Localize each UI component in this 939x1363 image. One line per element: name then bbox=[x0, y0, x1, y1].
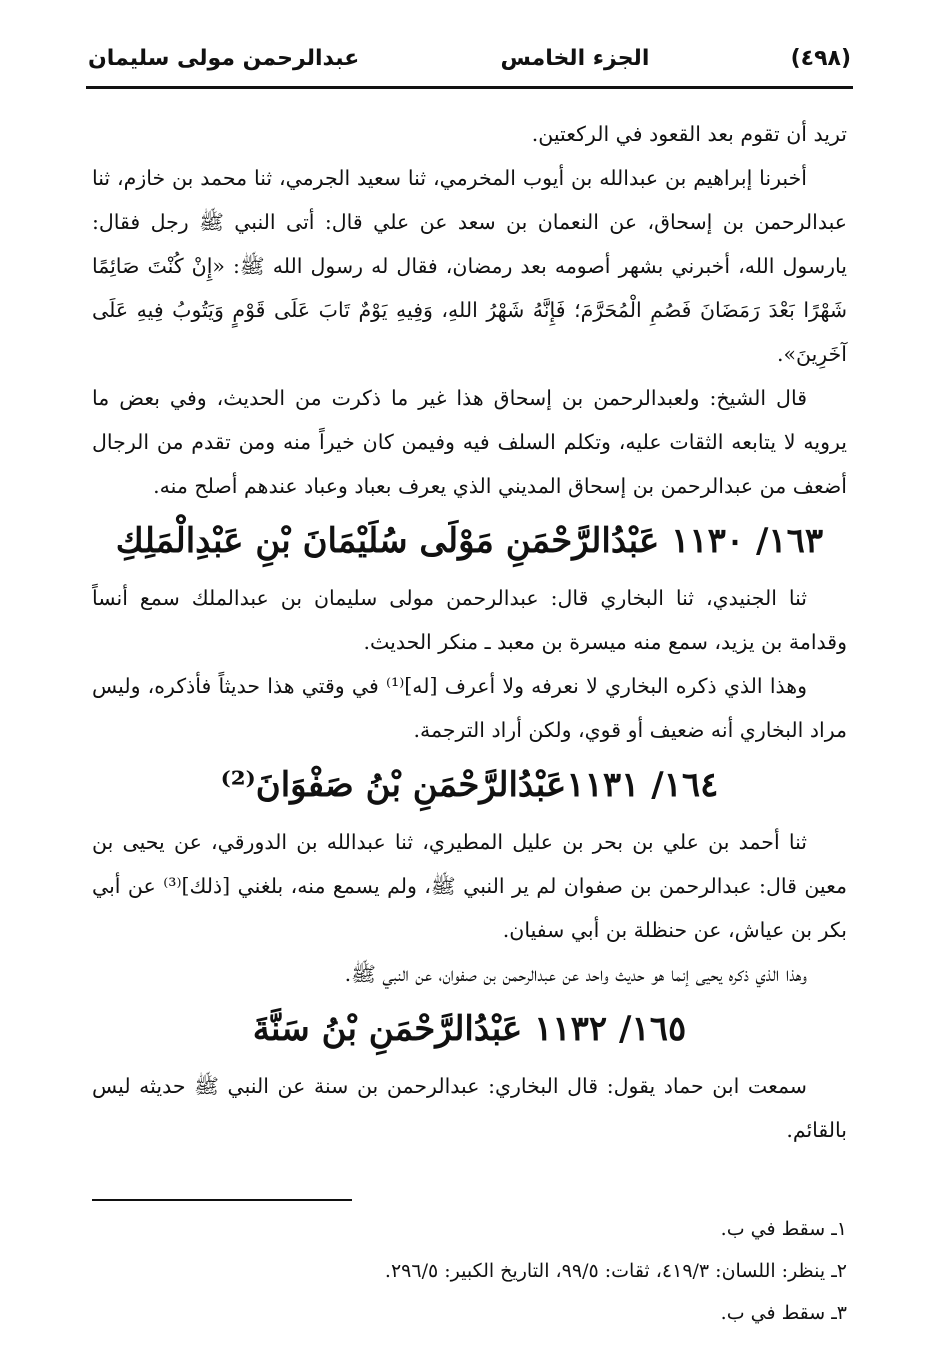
footnote-separator bbox=[92, 1199, 352, 1201]
footnote: ٢ـ ينظر: اللسان: ٤١٩/٣، ثقات: ٩٩/٥، التاريخ الكبير: ٢٩٦/٥. bbox=[384, 1260, 847, 1282]
entry-heading: ١٦٣/ ١١٣٠ عَبْدُالرَّحْمَنِ مَوْلَى سُلَيْمَانَ بْنِ عَبْدِالْمَلِكِ bbox=[115, 521, 824, 561]
running-title: عبدالرحمن مولى سليمان bbox=[88, 45, 360, 71]
entry-heading: ١٦٥/ ١١٣٢ عَبْدُالرَّحْمَنِ بْنُ سَنَّةَ bbox=[252, 1009, 687, 1049]
paragraph: أخبرنا إبراهيم بن عبدالله بن أيوب المخرمي، ثنا سعيد الجرمي، ثنا محمد بن خازم، ثنا عبدالرحمن بن إسحاق، عن النعمان بن سعد عن علي قال: أتى النبي ﷺ رجل فقال: يارسول الله، أخبرني بشهر أصومه بعد رمضان، فقال له رسول الله ﷺ: «إِنْ كُنْتَ صَائِمًا شَهْرًا بَعْدَ رَمَضَانَ فَصُمِ الْمُحَرَّمَ؛ فَإِنَّهُ شَهْرُ اللهِ، وَفِيهِ يَوْمٌ تَابَ عَلَى قَوْمٍ وَيَتُوبُ فِيهِ عَلَى آخَرِينَ». bbox=[92, 166, 847, 366]
footnote: ٣ـ سقط في ب. bbox=[720, 1302, 847, 1324]
page-header bbox=[88, 38, 851, 78]
footnote: ١ـ سقط في ب. bbox=[720, 1218, 847, 1240]
entry-heading: ١٦٤/ ١١٣١عَبْدُالرَّحْمَنِ بْنُ صَفْوَانَ⁽²⁾ bbox=[220, 765, 719, 805]
paragraph: سمعت ابن حماد يقول: قال البخاري: عبدالرحمن بن سنة عن النبي ﷺ حديثه ليس بالقائم. bbox=[92, 1074, 847, 1142]
paragraph: ثنا الجنيدي، ثنا البخاري قال: عبدالرحمن مولى سليمان بن عبدالملك سمع أنساً وقدامة بن يزيد، سمع منه ميسرة بن معبد ـ منكر الحديث. bbox=[92, 586, 847, 654]
header-rule bbox=[86, 86, 853, 89]
page-number: (٤٩٨) bbox=[790, 45, 851, 71]
volume-title: الجزء الخامس bbox=[500, 45, 650, 71]
paragraph: وهذا الذي ذكره البخاري لا نعرفه ولا أعرف [له]⁽¹⁾ في وقتي هذا حديثاً فأذكره، وليس مراد البخاري أنه ضعيف أو قوي، ولكن أراد الترجمة. bbox=[92, 674, 847, 742]
main-text bbox=[92, 112, 847, 1152]
paragraph: قال الشيخ: ولعبدالرحمن بن إسحاق هذا غير ما ذكرت من الحديث، وفي بعض ما يرويه لا يتابعه الثقات عليه، وتكلم السلف فيه وفيمن كان خيراً منه ومن تقدم من الرجال أضعف من عبدالرحمن بن إسحاق المديني الذي يعرف بعباد وعباد عندهم أصلح منه. bbox=[92, 386, 847, 498]
paragraph: وهذا الذي ذكره يحيى إنما هو حديث واحد عن عبدالرحمن بن صفوان، عن النبي ﷺ. bbox=[344, 962, 807, 986]
paragraph: تريد أن تقوم بعد القعود في الركعتين. bbox=[531, 122, 847, 146]
footnotes bbox=[92, 1208, 847, 1334]
paragraph: ثنا أحمد بن علي بن بحر بن عليل المطيري، ثنا عبدالله بن الدورقي، عن يحيى بن معين قال: عبدالرحمن بن صفوان لم ير النبي ﷺ، ولم يسمع منه، بلغني [ذلك]⁽³⁾ عن أبي بكر بن عياش، عن حنظلة بن أبي سفيان. bbox=[92, 830, 847, 942]
